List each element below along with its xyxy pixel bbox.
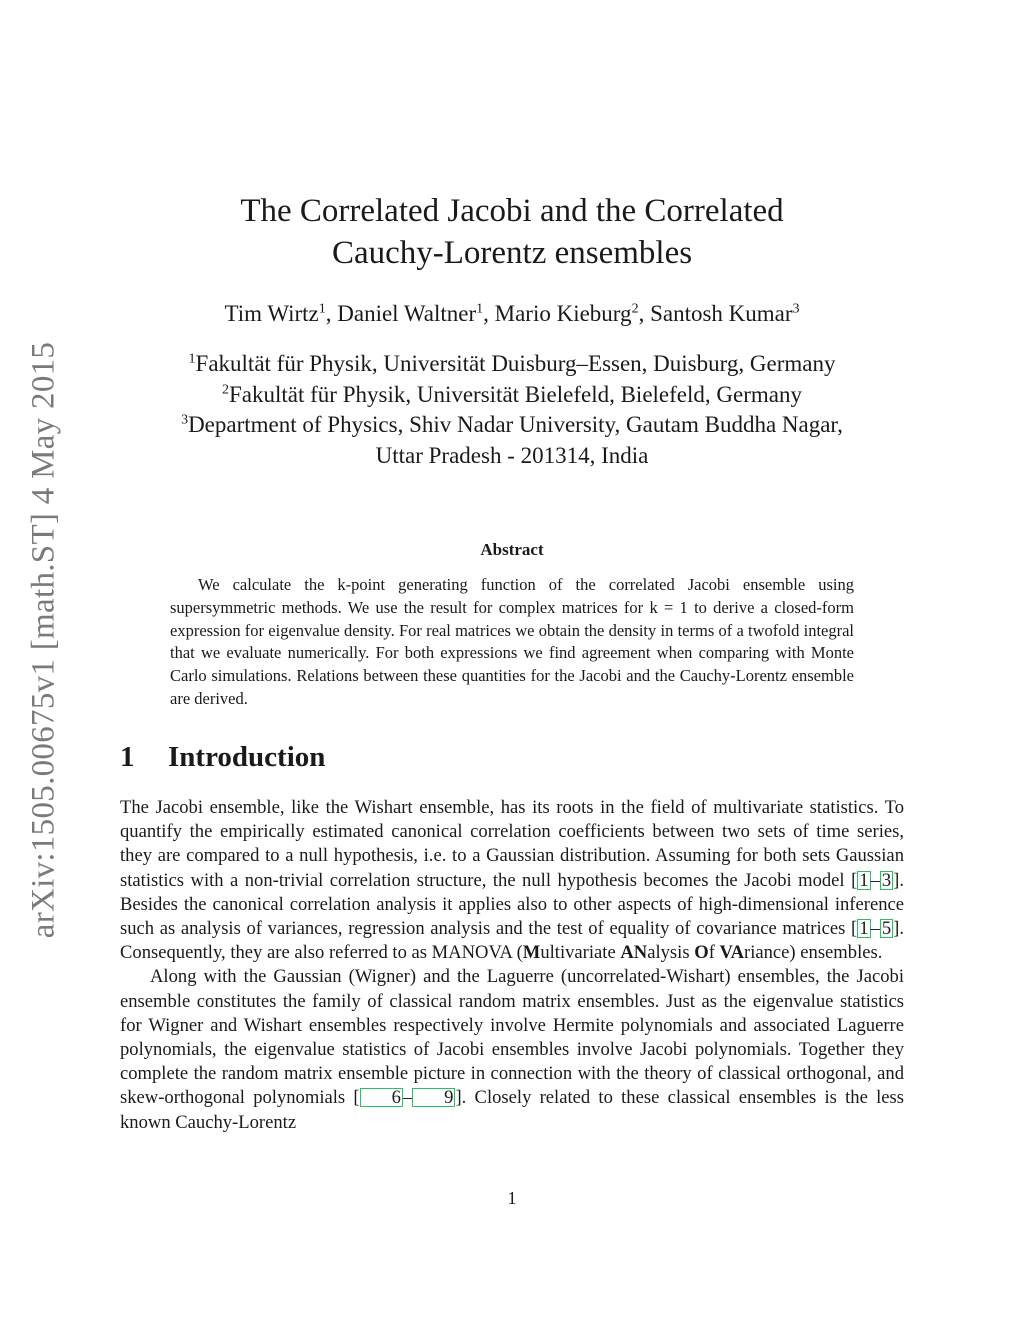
citation-link[interactable]: 5 <box>881 918 892 940</box>
citation-link[interactable]: 6 <box>360 1088 403 1107</box>
paper-title <box>0 190 1024 274</box>
author-list <box>0 299 1024 329</box>
affiliation-list <box>0 349 1024 471</box>
affiliation: $^2$Fakultät für Physik, Universität Bielefeld, Bielefeld, Germany <box>222 381 802 407</box>
section-heading <box>120 741 325 774</box>
citation-link[interactable]: 1 <box>859 869 869 891</box>
section-number: 1 <box>120 741 135 773</box>
author: Mario Kieburg$^2$, <box>494 301 651 326</box>
abstract-body <box>170 574 854 711</box>
arxiv-identifier-stamp: arXiv:1505.00675v1 [math.ST] 4 May 2015 <box>25 341 62 939</box>
affiliation: Uttar Pradesh - 201314, India <box>375 442 649 468</box>
title-line-2: Cauchy-Lorentz ensembles <box>331 235 693 271</box>
affiliation: $^3$Department of Physics, Shiv Nadar University, Gautam Buddha Nagar, <box>181 412 843 437</box>
author: Santosh Kumar$^3$ <box>650 301 800 326</box>
page-number: 1 <box>507 1188 517 1208</box>
citation-link[interactable]: 1 <box>859 918 869 940</box>
affiliation: $^1$Fakultät für Physik, Universität Duisburg–Essen, Duisburg, Germany <box>188 351 836 376</box>
abstract-heading: Abstract <box>480 540 544 559</box>
citation-link[interactable]: 3 <box>881 869 892 891</box>
paragraph: Along with the Gaussian (Wigner) and the Laguerre (uncorrelated-Wishart) ensembles, the Jacobi ensemble constitutes the family of classical random matrix ensembles. Just as the eigenvalue statistics for Wigner and Wishart ensembles respectively involve Hermite polynomials and associated Laguerre polynomials, the eigenvalue statistics of Jacobi ensembles involve Jacobi polynomials. Together they complete the random matrix ensemble picture in connection with the theory of classical orthogonal, and skew-orthogonal polynomials [ 6 – 9 ]. Closely related to these classical ensembles is the less known Cauchy-Lorentz <box>120 966 904 1133</box>
author: Daniel Waltner$^1$, <box>337 301 495 326</box>
section-title: Introduction <box>168 741 326 773</box>
paragraph: The Jacobi ensemble, like the Wishart ensemble, has its roots in the field of multivariate statistics. To quantify the empirically estimated canonical correlation coefficients between two sets of time series, they are compared to a null hypothesis, i.e. to a Gaussian distribution. Assuming for both sets Gaussian statistics with a non-trivial correlation structure, the null hypothesis becomes the Jacobi model [ 1 – 3 ]. Besides the canonical correlation analysis it applies also to other aspects of high-dimensional inference such as analysis of variances, regression analysis and the test of equality of covariance matrices [ 1 – 5 ]. Consequently, they are also referred to as MANOVA (Multivariate ANalysis Of VAriance) ensembles. <box>120 797 904 964</box>
abstract-text: We calculate the k-point generating function of the correlated Jacobi ensemble using supersymmetric methods. We use the result for complex matrices for k = 1 to derive a closed-form expression for eigenvalue density. For real matrices we obtain the density in terms of a twofold integral that we evaluate numerically. For both expressions we find agreement when comparing with Monte Carlo simulations. Relations between these quantities for the Jacobi and the Cauchy-Lorentz ensemble are derived. <box>170 575 854 708</box>
citation-link[interactable]: 9 <box>412 1088 455 1107</box>
author: Tim Wirtz$^1$, <box>224 301 338 326</box>
title-line-1: The Correlated Jacobi and the Correlated <box>240 193 784 229</box>
introduction-body <box>120 796 904 1135</box>
